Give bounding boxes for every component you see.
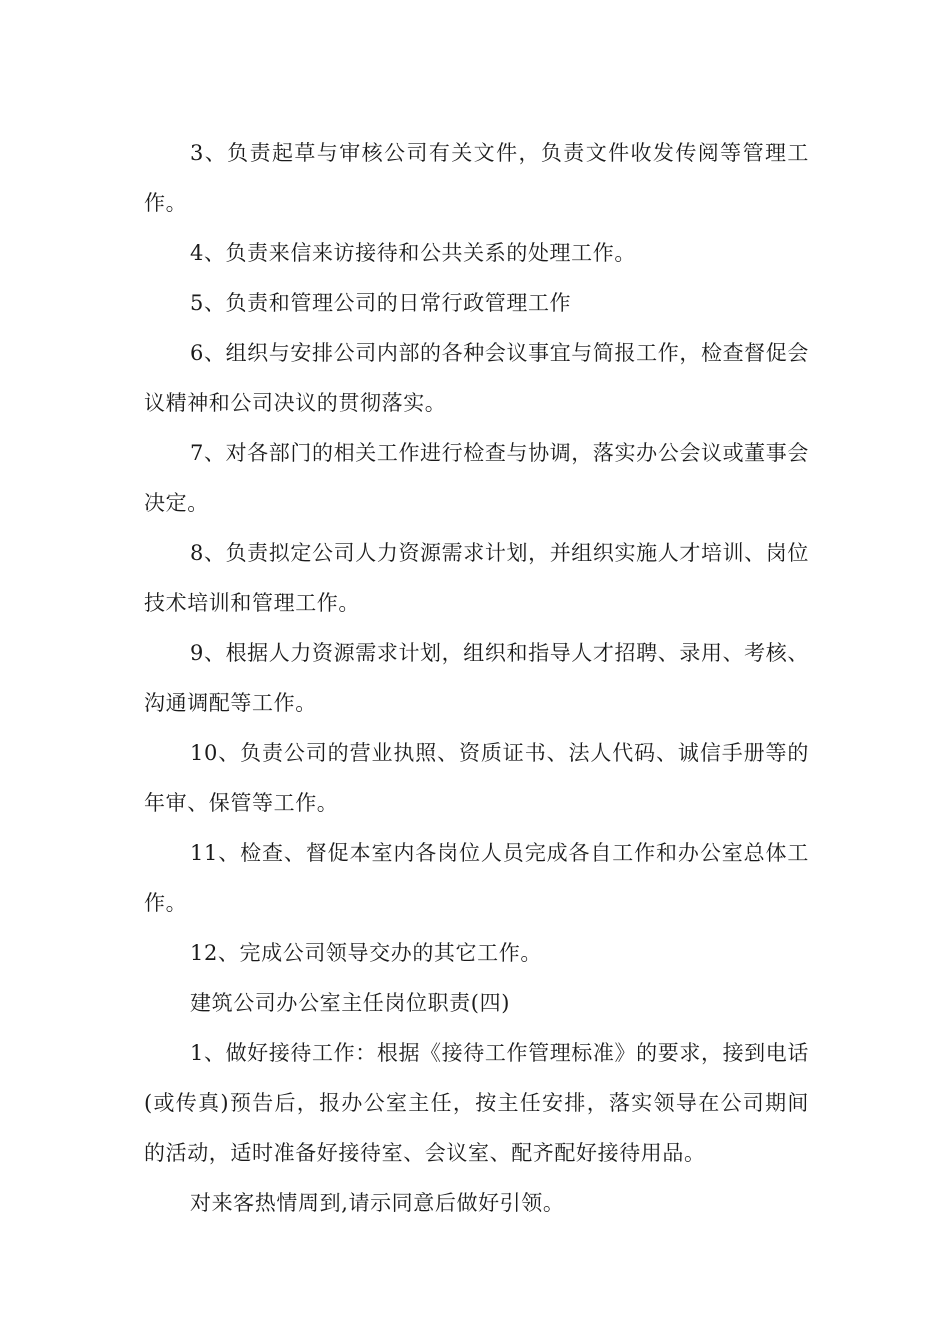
duty-item-1-reception: 1、做好接待工作：根据《接待工作管理标准》的要求，接到电话(或传真)预告后，报办公室主任，按主任安排，落实领导在公司期间的活动，适时准备好接待室、会议室、配齐配好接待用品。 bbox=[144, 1041, 809, 1165]
duty-item-6: 6、组织与安排公司内部的各种会议事宜与简报工作，检查督促会议精神和公司决议的贯彻落实。 bbox=[144, 341, 809, 415]
duty-item-4: 4、负责来信来访接待和公共关系的处理工作。 bbox=[190, 241, 636, 265]
reception-note: 对来客热情周到,请示同意后做好引领。 bbox=[190, 1191, 565, 1215]
duty-item-12: 12、完成公司领导交办的其它工作。 bbox=[190, 941, 542, 965]
duty-item-9: 9、根据人力资源需求计划，组织和指导人才招聘、录用、考核、沟通调配等工作。 bbox=[144, 641, 809, 715]
duty-item-10: 10、负责公司的营业执照、资质证书、法人代码、诚信手册等的年审、保管等工作。 bbox=[144, 741, 809, 815]
document-body bbox=[144, 128, 809, 1228]
duty-item-3: 3、负责起草与审核公司有关文件，负责文件收发传阅等管理工作。 bbox=[144, 141, 809, 215]
section-heading: 建筑公司办公室主任岗位职责(四) bbox=[190, 991, 510, 1015]
duty-item-8: 8、负责拟定公司人力资源需求计划，并组织实施人才培训、岗位技术培训和管理工作。 bbox=[144, 541, 809, 615]
duty-item-7: 7、对各部门的相关工作进行检查与协调，落实办公会议或董事会决定。 bbox=[144, 441, 809, 515]
duty-item-5: 5、负责和管理公司的日常行政管理工作 bbox=[190, 291, 572, 315]
duty-item-11: 11、检查、督促本室内各岗位人员完成各自工作和办公室总体工作。 bbox=[144, 841, 809, 915]
